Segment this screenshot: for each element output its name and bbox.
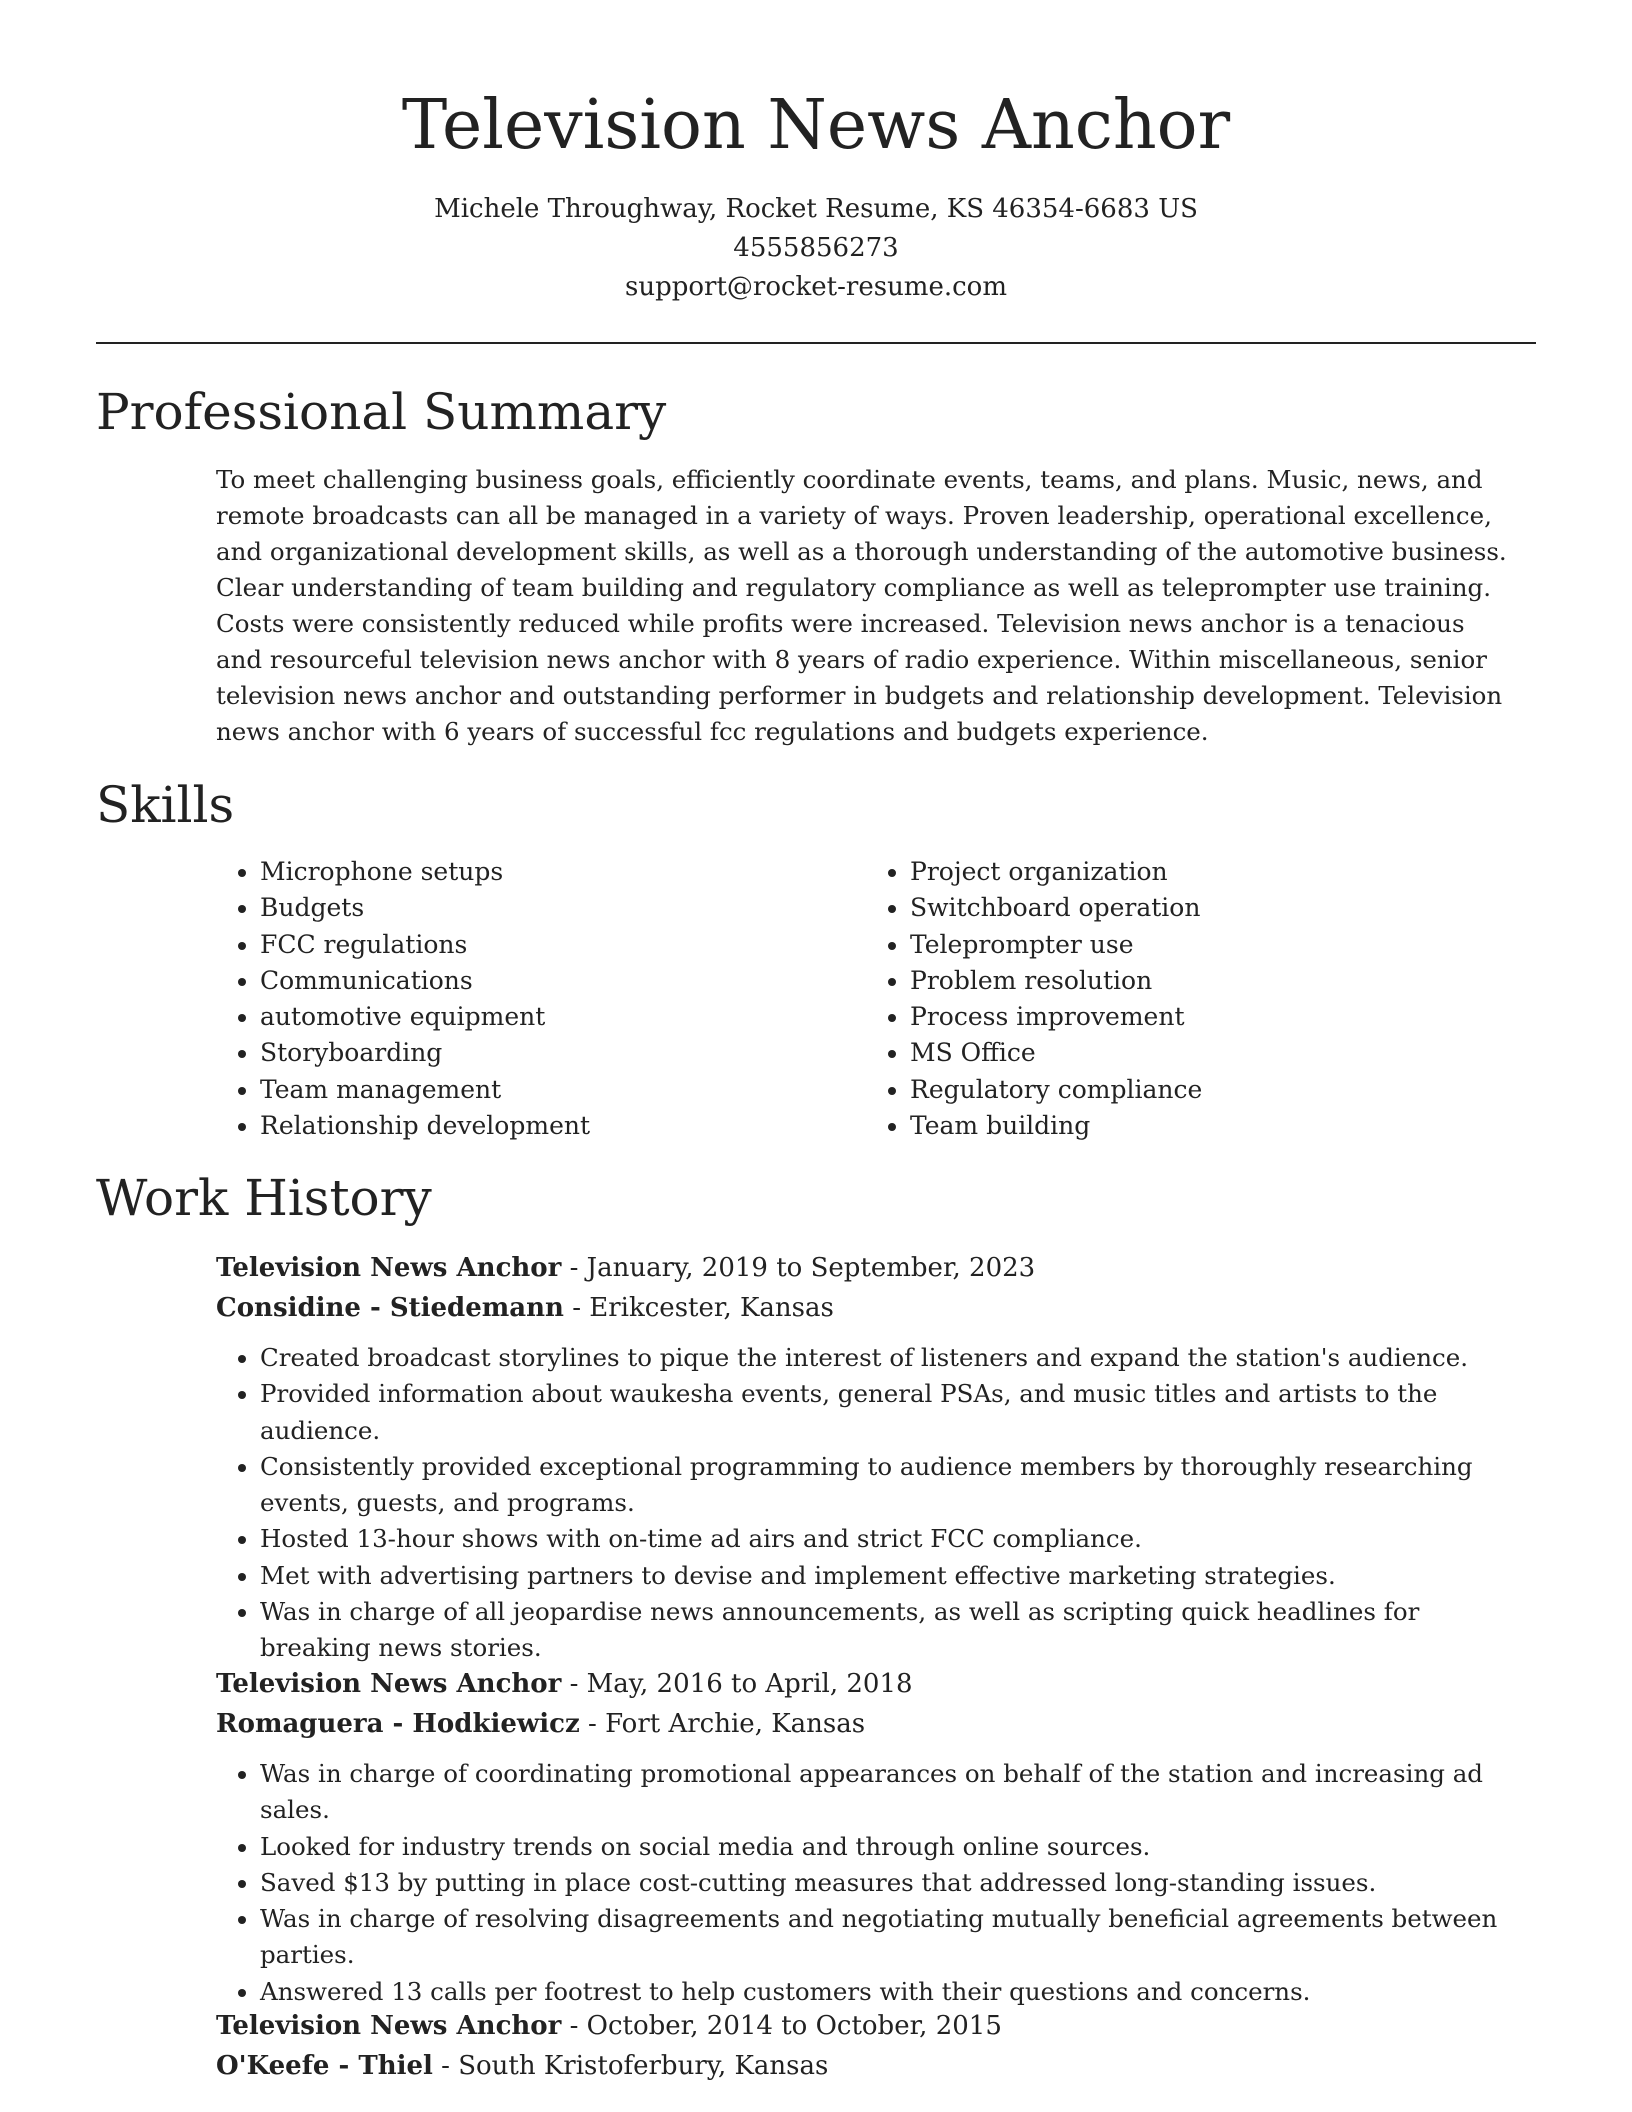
skill-item: • Teleprompter use: [910, 927, 1510, 963]
contact-phone: 4555856273: [733, 233, 899, 263]
skill-item: • Project organization: [910, 854, 1510, 890]
summary-text: To meet challenging business goals, efficiently coordinate events, teams, and plans. Music, news, and remote broadcasts can all be managed in a variety of ways. Proven leadership, operational excellence, and organizational development skills, as well as a thorough understanding of the automotive business. Clear understanding of team building and regulatory compliance as well as teleprompter use training. Costs were consistently reduced while profits were increased. Television news anchor is a tenacious and resourceful television news anchor with 8 years of radio experience. Within miscellaneous, senior television news anchor and outstanding performer in budgets and relationship development. Television news anchor with 6 years of successful fcc regulations and budgets experience.: [216, 465, 1507, 746]
job-title: Television News Anchor: [216, 1669, 562, 1699]
skill-item: • MS Office: [910, 1035, 1510, 1071]
job-company: Romaguera - Hodkiewicz: [216, 1709, 580, 1739]
resume-header: [0, 0, 1632, 307]
job-title-line: [216, 2006, 1526, 2046]
job-entry: [216, 1248, 1526, 1667]
skills-list-left: [216, 854, 820, 1144]
header-divider: [96, 342, 1536, 344]
skill-item: • Storyboarding: [260, 1035, 820, 1071]
job-bullets: [216, 1340, 1526, 1667]
job-bullet: • Was in charge of resolving disagreements and negotiating mutually beneficial agreements between parties.: [260, 1901, 1526, 1974]
job-company-line: [216, 1288, 1526, 1328]
skill-item: • Communications: [260, 963, 820, 999]
candidate-title: Television News Anchor: [401, 86, 1231, 165]
job-dates: - January, 2019 to September, 2023: [561, 1253, 1036, 1283]
section-title-skills: Skills: [96, 776, 235, 834]
skill-item: • Switchboard operation: [910, 890, 1510, 926]
job-dates: - October, 2014 to October, 2015: [561, 2011, 1002, 2041]
section-title-work-history: Work History: [96, 1169, 432, 1227]
job-bullet: • Was in charge of all jeopardise news announcements, as well as scripting quick headlines for breaking news stories.: [260, 1594, 1526, 1667]
job-title-line: [216, 1248, 1526, 1288]
job-location: - Erikcester, Kansas: [563, 1293, 834, 1323]
job-title: Television News Anchor: [216, 1253, 562, 1283]
skill-item: • Relationship development: [260, 1108, 820, 1144]
skill-item: • FCC regulations: [260, 927, 820, 963]
section-title-summary: Professional Summary: [96, 383, 667, 441]
job-bullet: • Looked for industry trends on social media and through online sources.: [260, 1829, 1526, 1865]
job-bullets: [216, 1756, 1526, 2010]
skills-list-right: [866, 854, 1510, 1144]
job-company: O'Keefe - Thiel: [216, 2051, 433, 2081]
job-bullet: • Consistently provided exceptional programming to audience members by thoroughly researching events, guests, and programs.: [260, 1449, 1526, 1522]
contact-block: [0, 190, 1632, 307]
job-bullet: • Answered 13 calls per footrest to help customers with their questions and concerns.: [260, 1974, 1526, 2010]
job-bullet: • Was in charge of coordinating promotional appearances on behalf of the station and increasing ad sales.: [260, 1756, 1526, 1829]
job-bullet: • Met with advertising partners to devise and implement effective marketing strategies.: [260, 1558, 1526, 1594]
job-company-line: [216, 2046, 1526, 2086]
job-location: - Fort Archie, Kansas: [579, 1709, 866, 1739]
contact-address: Michele Throughway, Rocket Resume, KS 46354-6683 US: [434, 194, 1198, 224]
job-bullet: • Hosted 13-hour shows with on-time ad airs and strict FCC compliance.: [260, 1521, 1526, 1557]
job-entry: [216, 1664, 1526, 2010]
job-company-line: [216, 1704, 1526, 1744]
skill-item: • automotive equipment: [260, 999, 820, 1035]
contact-email: support@rocket-resume.com: [624, 272, 1007, 302]
job-bullet: • Created broadcast storylines to pique the interest of listeners and expand the station's audience.: [260, 1340, 1526, 1376]
skill-item: • Problem resolution: [910, 963, 1510, 999]
job-entry: [216, 2006, 1526, 2086]
skill-item: • Team building: [910, 1108, 1510, 1144]
job-location: - South Kristoferbury, Kansas: [432, 2051, 829, 2081]
skill-item: • Microphone setups: [260, 854, 820, 890]
job-bullet: • Saved $13 by putting in place cost-cutting measures that addressed long-standing issues.: [260, 1865, 1526, 1901]
skill-item: • Team management: [260, 1072, 820, 1108]
job-bullet: • Provided information about waukesha events, general PSAs, and music titles and artists to the audience.: [260, 1376, 1526, 1449]
job-dates: - May, 2016 to April, 2018: [561, 1669, 913, 1699]
skill-item: • Process improvement: [910, 999, 1510, 1035]
skill-item: • Regulatory compliance: [910, 1072, 1510, 1108]
job-title-line: [216, 1664, 1526, 1704]
job-title: Television News Anchor: [216, 2011, 562, 2041]
job-company: Considine - Stiedemann: [216, 1293, 564, 1323]
skill-item: • Budgets: [260, 890, 820, 926]
